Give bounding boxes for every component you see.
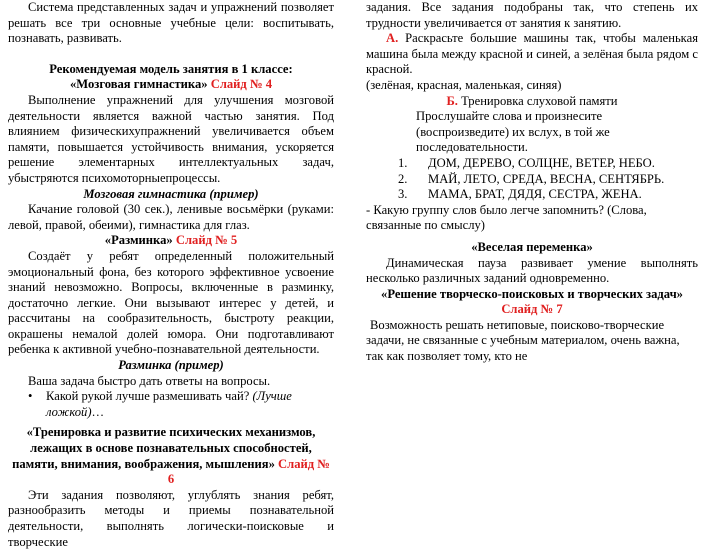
brain-gym-example-heading: Мозговая гимнастика (пример) [83, 186, 259, 201]
training-heading [8, 425, 334, 487]
brain-gym-title: «Мозговая гимнастика» [69, 77, 208, 92]
list-number: 1. [398, 155, 408, 170]
question-text: Какой рукой лучше размешивать чай? [46, 389, 250, 404]
word-list [366, 156, 698, 203]
task-a-answer: (зелёная, красная, маленькая, синяя) [366, 77, 562, 92]
slide-4-label: Слайд № 4 [210, 77, 273, 92]
task-b-instruction: Прослушайте слова и произнесите (воспроизведите) их вслух, в той же последовательности. [416, 109, 610, 155]
list-item [366, 156, 698, 172]
memory-question: - Какую группу слов было легче запомнить? (Слова, связанные по смыслу) [366, 202, 647, 233]
list-text: ДОМ, ДЕРЕВО, СОЛЦНЕ, ВЕТЕР, НЕБО. [428, 155, 655, 170]
brain-gym-paragraph: Выполнение упражнений для улучшения мозговой деятельности является важной частью занятия. Под влиянием физическихупражнений увеличивается объем памяти, повышается устойчивость внимания, ускоряется решение элементарных интеллектуальных задач, убыстряются психомоторныепроцессы. [8, 92, 334, 185]
model-heading: Рекомендуемая модель занятия в 1 классе: [49, 61, 293, 76]
question-answer: (Лучше ложкой) [46, 389, 292, 419]
list-item [8, 389, 334, 420]
creative-paragraph: Возможность решать нетиповые, поисково-творческие задачи, не связанные с учебным материалом, очень важна, так как позволяет тому, кто не [366, 317, 680, 364]
continuation-paragraph: задания. Все задания подобраны так, что степень их трудности увеличивается от занятия к занятию. [366, 0, 698, 30]
brain-gym-heading [8, 77, 334, 93]
brain-gym-example-paragraph: Качание головой (30 сек.), ленивые восьмёрки (руками: левой, правой, обеими), гимнастика для глаз. [8, 202, 334, 232]
list-text: МАЙ, ЛЕТО, СРЕДА, ВЕСНА, СЕНТЯБРЬ. [428, 171, 665, 186]
warmup-heading [8, 233, 334, 249]
task-a-text: Раскрасьте большие машины так, чтобы маленькая машина была между красной и синей, а зелёная была рядом с красной. [366, 31, 698, 77]
warmup-task: Ваша задача быстро дать ответы на вопросы. [28, 373, 271, 388]
warmup-question-list [8, 389, 334, 420]
creative-slide-line [366, 302, 698, 318]
task-b-heading [366, 94, 698, 110]
list-text: МАМА, БРАТ, ДЯДЯ, СЕСТРА, ЖЕНА. [428, 187, 642, 202]
list-number: 2. [398, 171, 408, 186]
right-column [366, 0, 698, 365]
question-ellipsis: … [91, 404, 105, 419]
intro-paragraph: Система представленных задач и упражнений позволяет решать все три основные учебные цели: воспитывать, познавать, развивать. [8, 0, 334, 46]
creative-heading: «Решение творческо-поисковых и творческих задач» [381, 286, 683, 301]
slide-6-label: Слайд № 6 [167, 456, 330, 487]
list-item [366, 187, 698, 203]
warmup-title: «Разминка» [104, 233, 173, 248]
warmup-example-heading: Разминка (пример) [118, 358, 224, 373]
left-column [8, 0, 334, 550]
task-b-label: Б. [446, 93, 458, 108]
training-paragraph: Эти задания позволяют, углублять знания ребят, разнообразить методы и приемы познавательной деятельности, выполнять логически-поисковые и творческие [8, 487, 334, 549]
list-item [366, 172, 698, 188]
task-a-label: А. [386, 31, 399, 46]
break-heading: «Веселая переменка» [471, 239, 593, 254]
list-number: 3. [398, 187, 408, 202]
training-title: «Тренировка и развитие психических механизмов, лежащих в основе познавательных способностей, памяти, внимания, воображения, мышления» [12, 425, 316, 471]
slide-7-label: Слайд № 7 [501, 302, 563, 317]
task-a [366, 31, 698, 78]
task-b-title: Тренировка слуховой памяти [461, 93, 618, 108]
break-paragraph: Динамическая пауза развивает умение выполнять несколько различных заданий одновременно. [366, 255, 698, 286]
warmup-paragraph: Создаёт у ребят определенный положительный эмоциональный фона, без которого эффективное усвоение знаний невозможно. Вопросы, включенные в разминку, достаточно легкие. Они вызывают интерес у детей, и рассчитаны на сообразительность, быстроту реакции, окрашены немалой долей юмора. Они подготавливают ребенка к активной учебно-познавательной деятельности. [8, 248, 334, 357]
slide-5-label: Слайд № 5 [175, 233, 238, 248]
